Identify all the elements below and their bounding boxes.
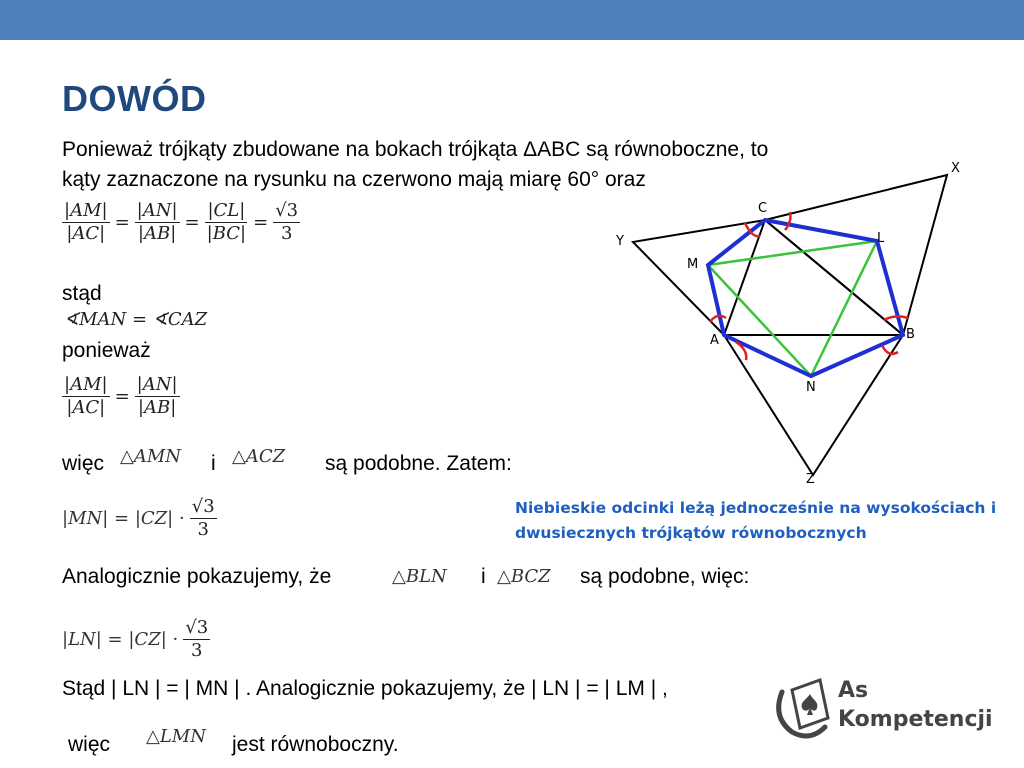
triangle-lmn: △LMN — [146, 726, 206, 747]
label-a: A — [710, 333, 719, 348]
logo-line-1: As — [838, 678, 869, 703]
triangle-bcz: △BCZ — [497, 566, 551, 587]
intro-line-2: kąty zaznaczone na rysunku na czerwono mają miarę 60° oraz — [62, 168, 646, 191]
ln-formula-lhs: |LN| = |CZ| · — [62, 629, 179, 650]
ratio-formula-2 — [62, 374, 180, 419]
label-l: L — [877, 231, 885, 246]
label-rownoboczny: jest równoboczny. — [232, 733, 399, 756]
label-i-2: i — [481, 565, 486, 588]
frac-den: |AC| — [66, 397, 106, 418]
blue-note — [515, 496, 1024, 546]
angle-arc — [710, 316, 726, 322]
intro-line-1: Ponieważ trójkąty zbudowane na bokach trójkąta ΔABC są równoboczne, to — [62, 138, 769, 161]
frac-num: √3 — [275, 200, 299, 221]
frac-den: |AB| — [137, 397, 177, 418]
label-c: C — [758, 201, 768, 216]
triangle-abz — [724, 335, 903, 475]
triangle-acz: △ACZ — [232, 446, 286, 467]
equals-sign: = — [114, 212, 130, 233]
frac-num: √3 — [191, 496, 215, 517]
geometry-figure — [600, 150, 990, 495]
label-i-1: i — [211, 452, 216, 475]
note-line-1: Niebieskie odcinki leżą jednocześnie na wysokościach i — [515, 499, 997, 517]
label-analog-1: Analogicznie pokazujemy, że — [62, 565, 332, 588]
label-podobne-wiec: są podobne, więc: — [580, 565, 750, 588]
label-wiec-2: więc — [68, 733, 111, 756]
frac-num: |AM| — [64, 374, 108, 395]
label-podobne-zatem: są podobne. Zatem: — [325, 452, 512, 475]
frac-den: |BC| — [206, 223, 247, 244]
stad-line: Stąd | LN | = | MN | . Analogicznie pokazujemy, że | LN | = | LM | , — [62, 677, 668, 700]
frac-den: 3 — [197, 519, 209, 540]
frac-den: |AB| — [137, 223, 177, 244]
mn-formula-lhs: |MN| = |CZ| · — [62, 508, 185, 529]
frac-den: 3 — [280, 223, 293, 244]
frac-den: |AC| — [66, 223, 106, 244]
equals-sign: = — [184, 212, 200, 233]
triangle-bln: △BLN — [392, 566, 447, 587]
slide-title: DOWÓD — [62, 78, 207, 119]
spade-icon — [770, 672, 840, 742]
ln-formula — [62, 617, 210, 662]
frac-num: |AM| — [64, 200, 108, 221]
angle-arc — [884, 316, 908, 320]
frac-den: 3 — [191, 640, 203, 661]
label-y: Y — [616, 234, 624, 249]
logo-line-2: Kompetencji — [838, 707, 993, 732]
label-z: Z — [806, 472, 815, 487]
label-poniewaz: ponieważ — [62, 339, 151, 362]
triangle-amn: △AMN — [120, 446, 182, 467]
equals-sign: = — [253, 212, 269, 233]
mn-formula — [62, 496, 217, 541]
top-bar — [0, 0, 1024, 40]
frac-num: |AN| — [136, 374, 178, 395]
label-b: B — [906, 327, 915, 342]
label-n: N — [806, 380, 816, 395]
angle-equality: ∢MAN = ∢CAZ — [64, 309, 208, 330]
frac-num: |CL| — [207, 200, 246, 221]
frac-num: |AN| — [136, 200, 178, 221]
label-wiec-1: więc — [62, 452, 105, 475]
note-line-2: dwusiecznych trójkątów równobocznych — [515, 524, 867, 542]
equals-sign: = — [114, 386, 130, 407]
ratio-formula-1 — [62, 200, 300, 245]
label-x: X — [951, 161, 960, 176]
frac-num: √3 — [185, 617, 209, 638]
label-stad: stąd — [62, 282, 102, 305]
label-m: M — [687, 257, 699, 272]
triangle-bcx — [765, 175, 947, 335]
